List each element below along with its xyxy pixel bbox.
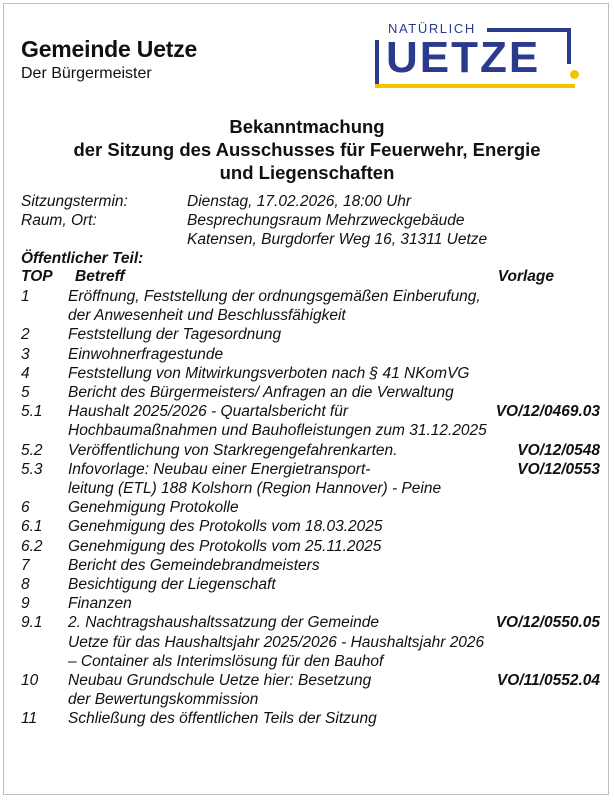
logo-wordmark: UETZE: [386, 33, 541, 82]
agenda-item-number: 8: [21, 576, 30, 594]
agenda-item-line: Haushalt 2025/2026 - Quartalsbericht für: [68, 403, 349, 421]
section-title: Öffentlicher Teil:: [21, 250, 144, 267]
agenda-item-line: Infovorlage: Neubau einer Energietransport-: [68, 460, 371, 478]
agenda-item-number: 7: [21, 556, 30, 574]
termin-value: Dienstag, 17.02.2026, 18:00 Uhr: [187, 193, 412, 210]
agenda-item-number: 11: [21, 710, 38, 728]
agenda-item: [0, 613, 614, 671]
agenda-item-number: 4: [21, 364, 30, 382]
title-line-2: der Sitzung des Ausschusses für Feuerwehr, Energie: [73, 139, 541, 160]
agenda-item-line: Genehmigung des Protokolls vom 25.11.2025: [68, 537, 382, 555]
agenda-item: [0, 517, 614, 536]
agenda-item-subject: [68, 556, 600, 575]
agenda-item-line: Bericht des Bürgermeisters/ Anfragen an die Verwaltung: [68, 384, 454, 402]
agenda-item-line: Eröffnung, Feststellung der ordnungsgemäßen Einberufung,: [68, 288, 481, 305]
title-line-3: und Liegenschaften: [219, 162, 395, 183]
agenda-item: [0, 709, 614, 728]
column-vorlage: Vorlage: [497, 268, 554, 285]
agenda-item-vorlage: VO/12/0469.03: [495, 403, 600, 421]
raum-value-line-1: Besprechungsraum Mehrzweckgebäude: [187, 212, 465, 229]
agenda-item: [0, 441, 614, 460]
agenda-item-line: Bericht des Gemeindebrandmeisters: [68, 556, 320, 574]
agenda-item: [0, 556, 614, 575]
title-line-1: Bekanntmachung: [229, 116, 385, 137]
agenda-item-line: Schließung des öffentlichen Teils der Sitzung: [68, 710, 377, 728]
agenda-item-line: Neubau Grundschule Uetze hier: Besetzung: [68, 672, 372, 690]
agenda-item-subject: [68, 709, 600, 728]
agenda-item-number: 3: [21, 345, 30, 363]
agenda-item-subject: [68, 498, 600, 517]
logo-bar-bottom: [375, 84, 575, 88]
agenda-item-line: Genehmigung Protokolle: [68, 499, 239, 517]
termin-label: Sitzungstermin:: [21, 193, 128, 210]
agenda-item-vorlage: VO/11/0552.04: [496, 672, 600, 690]
agenda-item-number: 9: [21, 595, 30, 613]
agenda-item: [0, 364, 614, 383]
agenda-item-vorlage: VO/12/0548: [517, 441, 600, 459]
agenda-header: [0, 249, 614, 287]
agenda-item: [0, 537, 614, 556]
org-subtitle: Der Bürgermeister: [21, 65, 152, 82]
agenda-item-line: Genehmigung des Protokolls vom 18.03.2025: [68, 518, 383, 536]
agenda-item-subject: [68, 364, 600, 383]
agenda-item-line: Uetze für das Haushaltsjahr 2025/2026 - Haushaltsjahr 2026: [68, 633, 485, 651]
logo-tagline: NATÜRLICH: [388, 21, 476, 36]
agenda-item-subject: [68, 345, 600, 364]
agenda-item-number: 2: [21, 326, 30, 344]
notice-title: [0, 115, 614, 184]
agenda-item-vorlage: VO/12/0553: [517, 460, 600, 478]
agenda-item-line: der Bewertungskommission: [68, 691, 259, 709]
agenda-item-number: 5.2: [21, 441, 43, 459]
column-betreff: Betreff: [75, 268, 125, 285]
agenda: [0, 249, 614, 729]
header-left: [21, 36, 197, 83]
org-name: Gemeinde Uetze: [21, 36, 198, 62]
agenda-item-subject: [68, 287, 600, 325]
agenda-item-number: 6.1: [21, 518, 43, 536]
agenda-item-line: Einwohnerfragestunde: [68, 345, 224, 363]
agenda-item: [0, 671, 614, 709]
agenda-item-line: 2. Nachtragshaushaltssatzung der Gemeinde: [68, 614, 380, 632]
agenda-item-line: Feststellung der Tagesordnung: [68, 326, 282, 344]
agenda-item-line: Hochbaumaßnahmen und Bauhofleistungen zum 31.12.2025: [68, 422, 487, 440]
agenda-list: [0, 287, 614, 729]
agenda-item-number: 9.1: [21, 614, 43, 632]
agenda-item-number: 6.2: [21, 537, 43, 555]
agenda-item-number: 10: [21, 672, 39, 690]
agenda-item-number: 5.3: [21, 460, 43, 478]
agenda-item: [0, 287, 614, 325]
agenda-item: [0, 498, 614, 517]
raum-label: Raum, Ort:: [21, 212, 97, 229]
agenda-item-subject: [68, 383, 600, 402]
agenda-item: [0, 575, 614, 594]
agenda-item-line: Finanzen: [68, 595, 132, 613]
agenda-item-line: Veröffentlichung von Starkregengefahrenkarten.: [68, 441, 398, 459]
agenda-item-subject: [68, 594, 600, 613]
agenda-item-subject: [68, 575, 600, 594]
agenda-item-subject: [68, 537, 600, 556]
agenda-item: [0, 402, 614, 440]
agenda-item-number: 6: [21, 499, 30, 517]
agenda-item-number: 1: [21, 288, 30, 305]
agenda-item: [0, 383, 614, 402]
agenda-item: [0, 594, 614, 613]
logo-bar-left: [375, 40, 379, 88]
uetze-logo: [372, 18, 584, 90]
agenda-item-number: 5: [21, 384, 30, 402]
agenda-item-subject: [68, 517, 600, 536]
agenda-item: [0, 460, 614, 498]
agenda-item: [0, 345, 614, 364]
agenda-item-line: Besichtigung der Liegenschaft: [68, 576, 276, 594]
agenda-item-line: leitung (ETL) 188 Kolshorn (Region Hannover) - Peine: [68, 480, 442, 498]
logo-bar-top: [487, 28, 571, 32]
logo-dot: [570, 70, 579, 79]
agenda-item-subject: [68, 325, 600, 344]
agenda-item: [0, 325, 614, 344]
raum-value-line-2: Katensen, Burgdorfer Weg 16, 31311 Uetze: [187, 231, 488, 248]
agenda-item-vorlage: VO/12/0550.05: [495, 614, 600, 632]
logo-bar-right: [567, 28, 571, 64]
column-top: TOP: [21, 268, 53, 285]
agenda-item-line: Feststellung von Mitwirkungsverboten nach § 41 NKomVG: [68, 364, 470, 382]
agenda-item-line: – Container als Interimslösung für den Bauhof: [68, 652, 384, 670]
agenda-item-line: der Anwesenheit und Beschlussfähigkeit: [68, 307, 346, 325]
agenda-item-number: 5.1: [21, 403, 43, 421]
